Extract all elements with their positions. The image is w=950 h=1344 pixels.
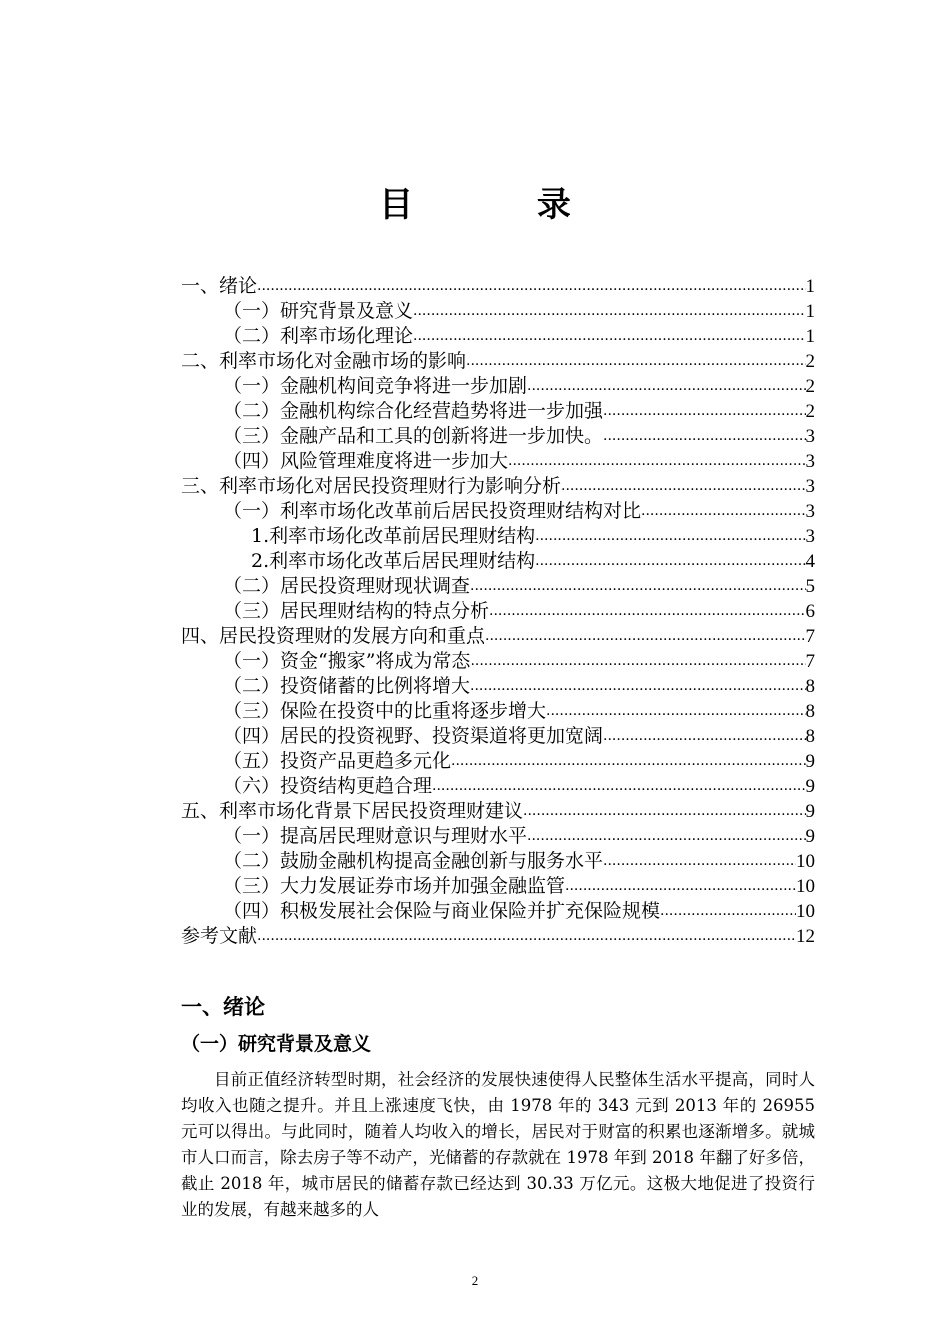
toc-entry-page: 9 (805, 801, 815, 822)
toc-dot-leader (603, 724, 805, 749)
toc-dot-leader (451, 749, 805, 774)
toc-entry-page: 3 (805, 426, 815, 447)
toc-entry-page: 3 (805, 476, 815, 497)
toc-entry[interactable] (181, 724, 815, 749)
toc-entry-page: 2 (805, 376, 815, 397)
toc-entry[interactable] (181, 874, 815, 899)
toc-entry-label: 五、利率市场化背景下居民投资理财建议 (181, 800, 524, 822)
toc-dot-leader (489, 599, 805, 624)
toc-dot-leader (603, 849, 796, 874)
toc-entry-page: 8 (805, 676, 815, 697)
toc-entry-page: 5 (805, 576, 815, 597)
toc-entry[interactable] (181, 699, 815, 724)
toc-dot-leader (641, 499, 805, 524)
toc-entry-label: （三）金融产品和工具的创新将进一步加快。 (223, 425, 604, 447)
toc-dot-leader (257, 924, 796, 949)
toc-dot-leader (413, 324, 805, 349)
toc-entry-label: （四）积极发展社会保险与商业保险并扩充保险规模 (223, 900, 661, 922)
toc-entry-page: 1 (805, 276, 815, 297)
toc-dot-leader (546, 699, 805, 724)
toc-entry-page: 9 (805, 826, 815, 847)
toc-dot-leader (565, 874, 796, 899)
toc-dot-leader (432, 774, 805, 799)
toc-entry-label: （三）大力发展证券市场并加强金融监管 (223, 875, 566, 897)
toc-entry-page: 2 (805, 351, 815, 372)
toc-entry-label: （一）资金“搬家”将成为常态 (223, 650, 471, 672)
toc-entry[interactable] (181, 799, 815, 824)
toc-entry-label: （三）居民理财结构的特点分析 (223, 600, 490, 622)
toc-dot-leader (257, 274, 805, 299)
toc-dot-leader (466, 349, 805, 374)
toc-entry-label: （二）鼓励金融机构提高金融创新与服务水平 (223, 850, 604, 872)
toc-dot-leader (561, 474, 805, 499)
toc-dot-leader (535, 549, 805, 574)
toc-entry[interactable] (181, 824, 815, 849)
toc-entry-label: （三）保险在投资中的比重将逐步增大 (223, 700, 547, 722)
toc-dot-leader (527, 374, 805, 399)
toc-entry-page: 9 (805, 776, 815, 797)
toc-dot-leader (508, 449, 805, 474)
toc-entry-label: （五）投资产品更趋多元化 (223, 750, 452, 772)
toc-entry-page: 2 (805, 401, 815, 422)
toc-entry[interactable] (181, 924, 815, 949)
toc-entry-label: （一）提高居民理财意识与理财水平 (223, 825, 528, 847)
toc-entry-label: 二、利率市场化对金融市场的影响 (181, 350, 467, 372)
toc-entry[interactable] (181, 849, 815, 874)
toc-entry-page: 4 (805, 551, 815, 572)
toc-entry[interactable] (181, 599, 815, 624)
toc-entry-label: （一）金融机构间竞争将进一步加剧 (223, 375, 528, 397)
toc-entry[interactable] (181, 424, 815, 449)
toc-dot-leader (470, 674, 805, 699)
toc-dot-leader (485, 624, 805, 649)
toc-entry-page: 3 (805, 526, 815, 547)
toc-entry[interactable] (181, 349, 815, 374)
toc-entry[interactable] (181, 899, 815, 924)
toc-entry-page: 10 (796, 901, 815, 922)
toc-entry-page: 1 (805, 301, 815, 322)
subsection-heading: （一）研究背景及意义 (181, 1033, 372, 1055)
toc-entry[interactable] (181, 749, 815, 774)
toc-entry[interactable] (181, 449, 815, 474)
toc-entry-page: 9 (805, 751, 815, 772)
toc-entry-label: （二）投资储蓄的比例将增大 (223, 675, 471, 697)
toc-dot-leader (470, 649, 805, 674)
toc-entry[interactable] (181, 299, 815, 324)
toc-entry[interactable] (181, 399, 815, 424)
toc-entry-label: 参考文献 (181, 925, 258, 947)
toc-entry-label: （二）利率市场化理论 (223, 325, 414, 347)
toc-dot-leader (470, 574, 805, 599)
toc-entry[interactable] (181, 549, 815, 574)
toc-entry-label: （二）居民投资理财现状调查 (223, 575, 471, 597)
toc-entry-label: （一）利率市场化改革前后居民投资理财结构对比 (223, 500, 642, 522)
toc-entry-label: （四）风险管理难度将进一步加大 (223, 450, 509, 472)
toc-entry-label: 一、绪论 (181, 275, 258, 297)
toc-dot-leader (603, 399, 805, 424)
toc-entry-label: （二）金融机构综合化经营趋势将进一步加强 (223, 400, 604, 422)
toc-entry-label: 1.利率市场化改革前居民理财结构 (251, 525, 536, 547)
toc-entry-page: 3 (805, 501, 815, 522)
toc-entry-page: 8 (805, 701, 815, 722)
toc-entry[interactable] (181, 674, 815, 699)
section-heading: 一、绪论 (181, 995, 265, 1019)
toc-entry-page: 7 (805, 651, 815, 672)
toc-entry[interactable] (181, 274, 815, 299)
toc-entry-page: 12 (796, 926, 815, 947)
toc-entry-page: 7 (805, 626, 815, 647)
toc-entry-label: 三、利率市场化对居民投资理财行为影响分析 (181, 475, 562, 497)
toc-entry[interactable] (181, 474, 815, 499)
toc-entry[interactable] (181, 499, 815, 524)
toc-entry-page: 1 (805, 326, 815, 347)
table-of-contents (181, 274, 815, 949)
toc-dot-leader (413, 299, 805, 324)
toc-dot-leader (523, 799, 805, 824)
toc-entry-page: 10 (796, 876, 815, 897)
toc-entry[interactable] (181, 774, 815, 799)
toc-entry-label: 四、居民投资理财的发展方向和重点 (181, 625, 486, 647)
toc-dot-leader (660, 899, 796, 924)
toc-entry-page: 10 (796, 851, 815, 872)
toc-entry[interactable] (181, 624, 815, 649)
toc-entry-page: 3 (805, 451, 815, 472)
toc-entry-page: 8 (805, 726, 815, 747)
toc-dot-leader (535, 524, 805, 549)
toc-entry-label: （四）居民的投资视野、投资渠道将更加宽阔 (223, 725, 604, 747)
toc-dot-leader (603, 424, 805, 449)
toc-entry[interactable] (181, 374, 815, 399)
toc-entry-label: （一）研究背景及意义 (223, 300, 414, 322)
body-paragraph: 目前正值经济转型时期，社会经济的发展快速使得人民整体生活水平提高，同时人均收入也随之提升。并且上涨速度飞快，由 1978 年的 343 元到 2013 年的 26955 元可以得出。与此同时，随着人均收入的增长，居民对于财富的积累也逐渐增多。就城市人口而言，除去房子等不动产，光储蓄的存款就在 1978 年到 2018 年翻了好多倍，截止 2018 年，城市居民的储蓄存款已经达到 30.33 万亿元。这极大地促进了投资行业的发展，有越来越多的人 (181, 1070, 815, 1219)
toc-entry-page: 6 (805, 601, 815, 622)
toc-entry[interactable] (181, 574, 815, 599)
page-number: 2 (471, 1273, 479, 1288)
page-title: 目 录 (379, 185, 627, 225)
toc-entry-label: （六）投资结构更趋合理 (223, 775, 433, 797)
toc-entry[interactable] (181, 324, 815, 349)
toc-dot-leader (527, 824, 805, 849)
toc-entry[interactable] (181, 649, 815, 674)
toc-entry-label: 2.利率市场化改革后居民理财结构 (251, 550, 536, 572)
toc-entry[interactable] (181, 524, 815, 549)
